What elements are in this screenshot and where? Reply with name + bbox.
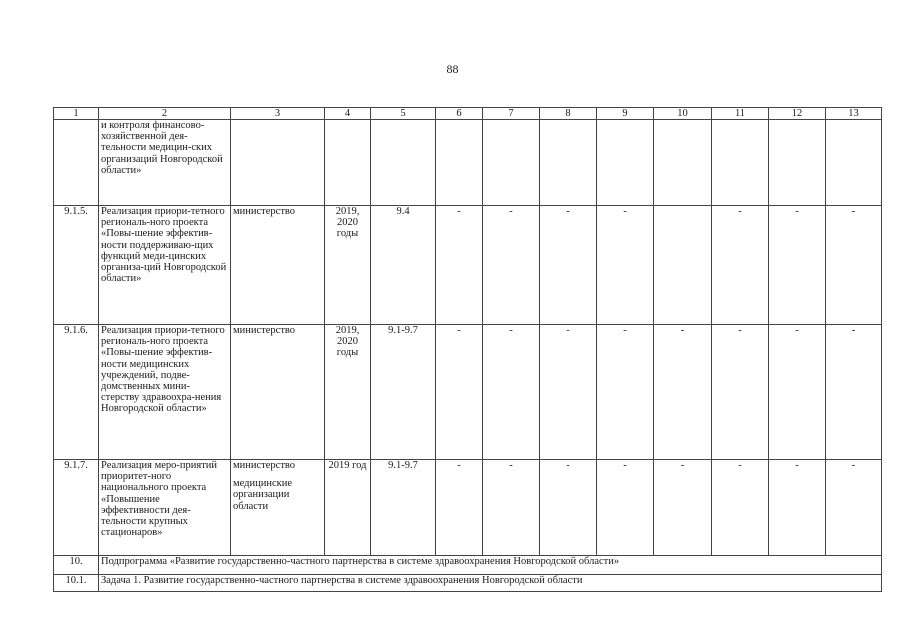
subprogram-row	[54, 556, 882, 575]
value-cell: -	[436, 206, 483, 325]
header-cell: 11	[712, 108, 769, 120]
measure-name: Реализация приори-тетного региональ-ного проекта «Повы-шение эффектив-ности медицинских учреждений, подве-домственных мини-стерству здравоохра-нения Новгородской области»	[99, 325, 231, 460]
page-number: 88	[446, 62, 459, 76]
header-cell: 13	[826, 108, 882, 120]
header-cell: 6	[436, 108, 483, 120]
program-table	[53, 107, 882, 592]
row-number: 9.1.5.	[54, 206, 99, 325]
value-cell: -	[769, 325, 826, 460]
value-cell: -	[483, 325, 540, 460]
value-cell	[654, 206, 712, 325]
executor	[231, 120, 325, 206]
value-cell	[654, 120, 712, 206]
header-cell: 1	[54, 108, 99, 120]
measure-name: и контроля финансово-хозяйственной дея-тельности медицин-ских организаций Новгородской области»	[99, 120, 231, 206]
value-cell	[826, 120, 882, 206]
row-number: 10.	[54, 556, 99, 575]
header-cell: 4	[325, 108, 371, 120]
header-cell: 2	[99, 108, 231, 120]
value-cell: -	[826, 206, 882, 325]
value-cell: -	[769, 206, 826, 325]
term: 2019 год	[325, 460, 371, 556]
row-number: 9.1.6.	[54, 325, 99, 460]
value-cell: -	[712, 206, 769, 325]
header-cell: 3	[231, 108, 325, 120]
term: 2019, 2020 годы	[325, 325, 371, 460]
term	[325, 120, 371, 206]
executor: министерство	[231, 206, 325, 325]
table-row	[54, 120, 882, 206]
value-cell: -	[597, 325, 654, 460]
value-cell: -	[540, 325, 597, 460]
value-cell: -	[769, 460, 826, 556]
value-cell: -	[483, 206, 540, 325]
executor: министерство	[231, 325, 325, 460]
header-cell: 10	[654, 108, 712, 120]
value-cell: -	[712, 460, 769, 556]
value-cell: -	[540, 206, 597, 325]
indicator: 9.1-9.7	[371, 460, 436, 556]
header-row	[54, 108, 882, 120]
value-cell: -	[597, 460, 654, 556]
value-cell	[712, 120, 769, 206]
value-cell: -	[654, 325, 712, 460]
measure-name: Реализация меро-приятий приоритет-ного национального проекта «Повышение эффективности дея-тельности крупных стационаров»	[99, 460, 231, 556]
header-cell: 12	[769, 108, 826, 120]
indicator: 9.1-9.7	[371, 325, 436, 460]
executor-primary: министерство	[233, 460, 296, 471]
row-number	[54, 120, 99, 206]
table-row	[54, 460, 882, 556]
value-cell: -	[826, 325, 882, 460]
value-cell: -	[654, 460, 712, 556]
header-cell: 8	[540, 108, 597, 120]
value-cell	[769, 120, 826, 206]
header-cell: 7	[483, 108, 540, 120]
task-row	[54, 575, 882, 592]
subprogram-title: Подпрограмма «Развитие государственно-частного партнерства в системе здравоохранения Новгородской области»	[99, 556, 882, 575]
value-cell	[436, 120, 483, 206]
table-row	[54, 325, 882, 460]
value-cell: -	[436, 325, 483, 460]
indicator	[371, 120, 436, 206]
value-cell	[540, 120, 597, 206]
indicator: 9.4	[371, 206, 436, 325]
row-number: 9.1.7.	[54, 460, 99, 556]
value-cell: -	[483, 460, 540, 556]
measure-name: Реализация приори-тетного региональ-ного проекта «Повы-шение эффектив-ности поддерживаю-щих функций меди-цинских организа-ций Новгородской области»	[99, 206, 231, 325]
term: 2019, 2020 годы	[325, 206, 371, 325]
executor-secondary: медицинские организации области	[233, 478, 293, 512]
row-number: 10.1.	[54, 575, 99, 592]
value-cell: -	[712, 325, 769, 460]
value-cell	[597, 120, 654, 206]
value-cell: -	[540, 460, 597, 556]
header-cell: 9	[597, 108, 654, 120]
table-row	[54, 206, 882, 325]
value-cell: -	[826, 460, 882, 556]
value-cell: -	[436, 460, 483, 556]
value-cell	[483, 120, 540, 206]
header-cell: 5	[371, 108, 436, 120]
executor	[231, 460, 325, 556]
value-cell: -	[597, 206, 654, 325]
task-title: Задача 1. Развитие государственно-частного партнерства в системе здравоохранения Новгородской области	[99, 575, 882, 592]
